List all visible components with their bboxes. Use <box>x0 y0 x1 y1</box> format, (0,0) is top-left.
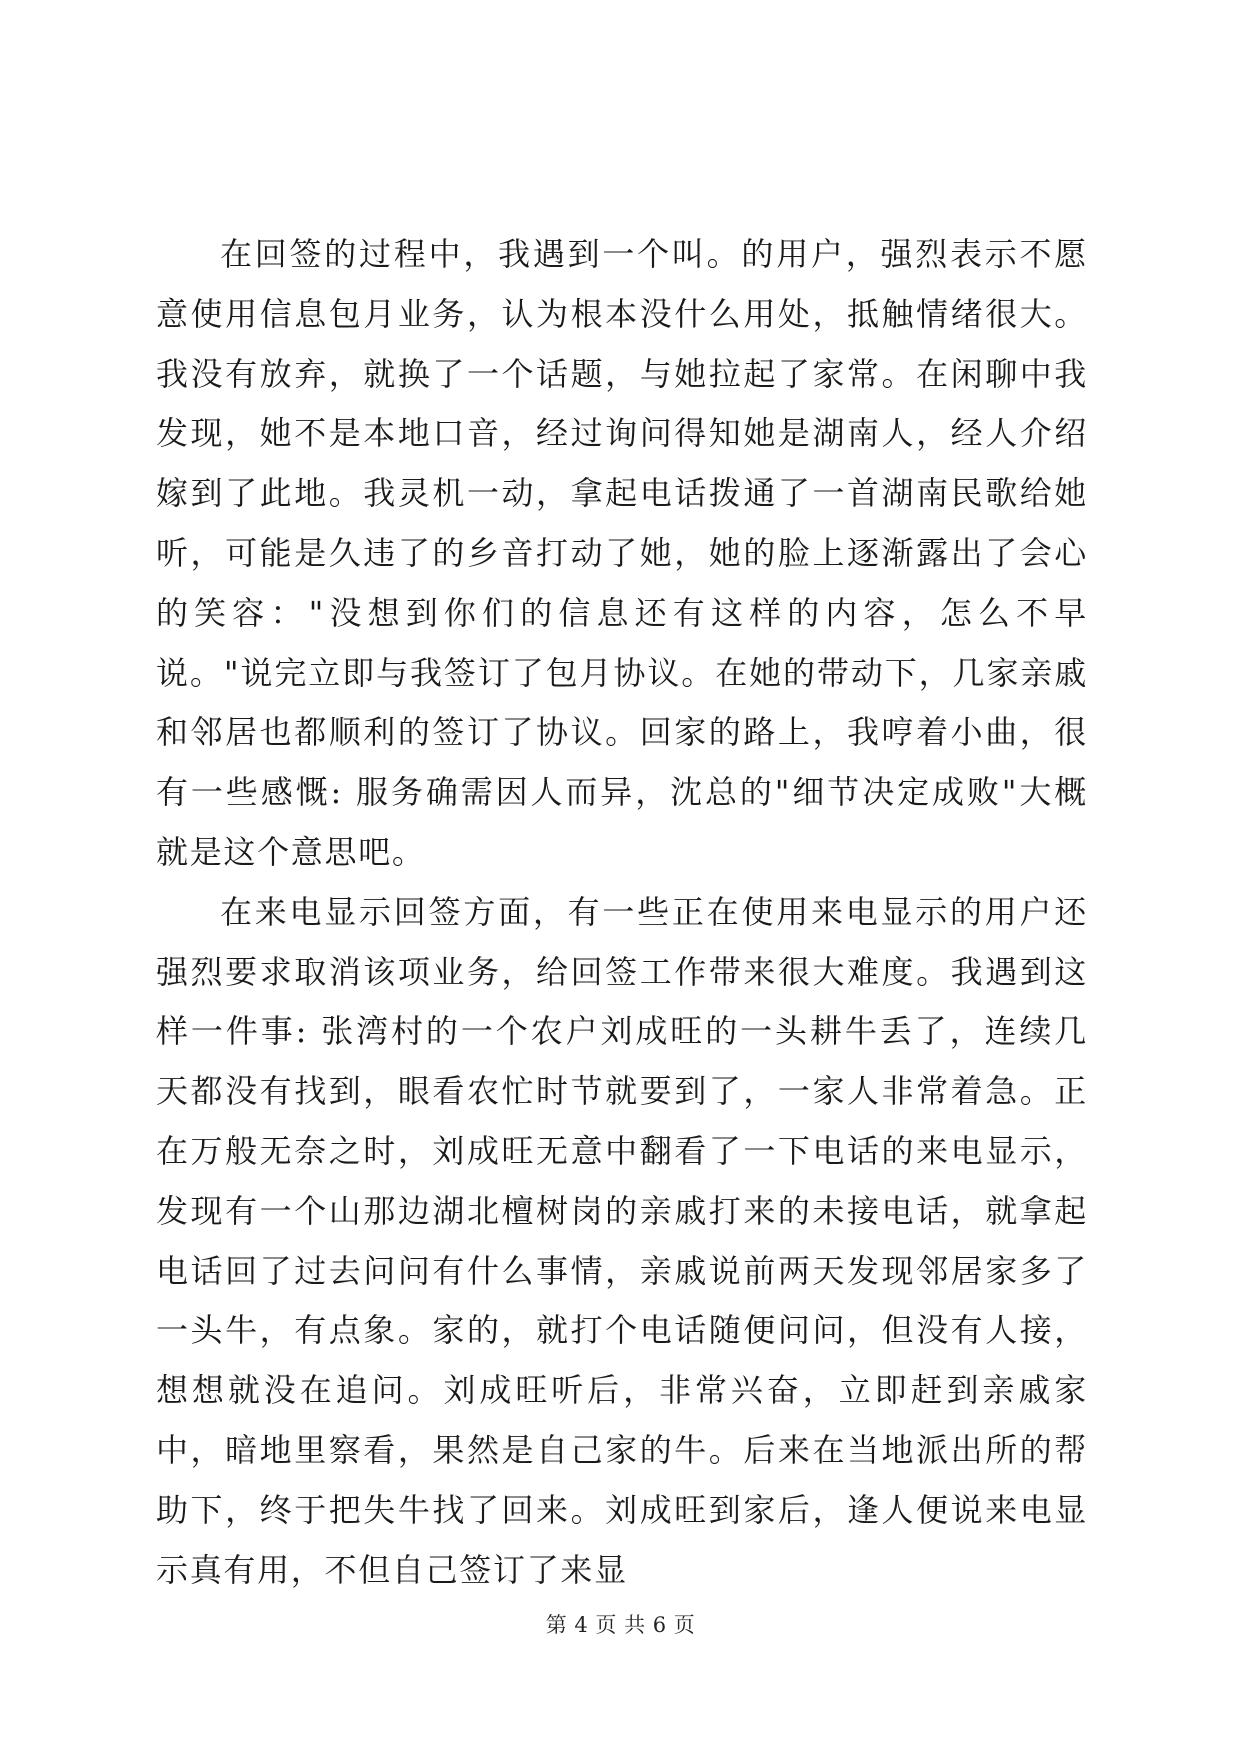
paragraph-1: 在回签的过程中，我遇到一个叫。的用户，强烈表示不愿意使用信息包月业务，认为根本没什么用处，抵触情绪很大。我没有放弃，就换了一个话题，与她拉起了家常。在闲聊中我发现，她不是本地口音，经过询问得知她是湖南人，经人介绍嫁到了此地。我灵机一动，拿起电话拨通了一首湖南民歌给她听，可能是久违了的乡音打动了她，她的脸上逐渐露出了会心的笑容："没想到你们的信息还有这样的内容，怎么不早说。"说完立即与我签订了包月协议。在她的带动下，几家亲戚和邻居也都顺利的签订了协议。回家的路上，我哼着小曲，很有一些感慨: 服务确需因人而异，沈总的"细节决定成败"大概就是这个意思吧。 <box>156 235 1088 871</box>
document-body <box>156 225 1088 1600</box>
page-footer: 第 4 页 共 6 页 <box>545 1613 696 1637</box>
paragraph-2: 在来电显示回签方面，有一些正在使用来电显示的用户还强烈要求取消该项业务，给回签工作带来很大难度。我遇到这样一件事: 张湾村的一个农户刘成旺的一头耕牛丢了，连续几天都没有找到，眼看农忙时节就要到了，一家人非常着急。正在万般无奈之时，刘成旺无意中翻看了一下电话的来电显示，发现有一个山那边湖北檀树岗的亲戚打来的未接电话，就拿起电话回了过去问问有什么事情，亲戚说前两天发现邻居家多了一头牛，有点象。家的，就打个电话随便问问，但没有人接，想想就没在追问。刘成旺听后，非常兴奋，立即赶到亲戚家中，暗地里察看，果然是自己家的牛。后来在当地派出所的帮助下，终于把失牛找了回来。刘成旺到家后，逢人便说来电显示真有用，不但自己签订了来显 <box>156 892 1088 1589</box>
